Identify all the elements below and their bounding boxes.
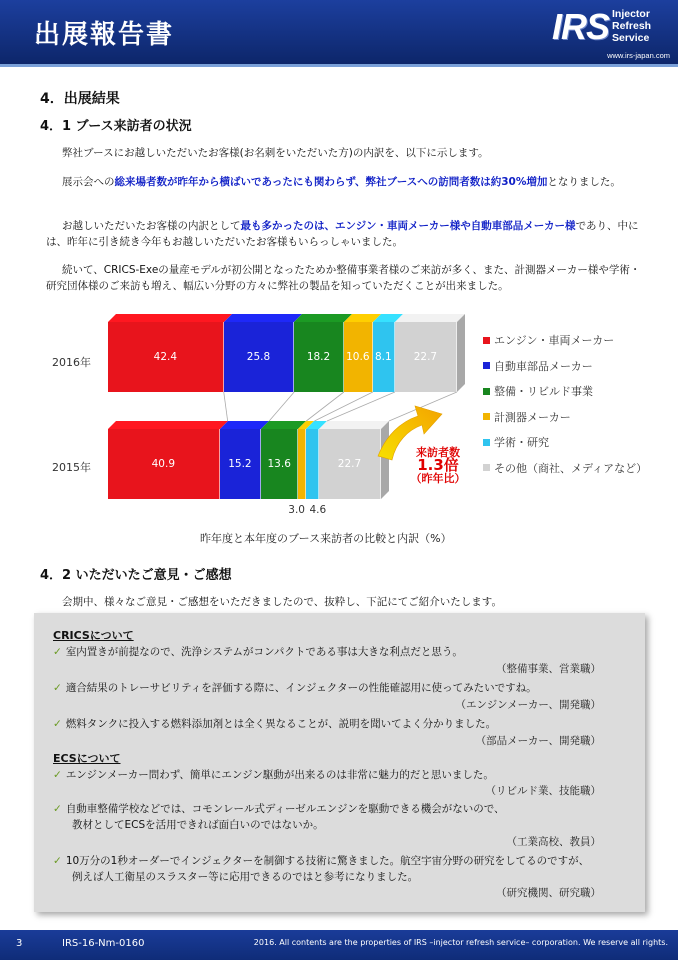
feedback-attribution: （工業高校、教員） [506, 836, 601, 848]
callout-line-1: 来訪者数 [416, 446, 460, 459]
legend-swatch [483, 464, 490, 471]
feedback-text: 10万分の1秒オーダーでインジェクターを制御する技術に驚きました。航空宇宙分野の研究をしてるのですが、 [65, 855, 590, 867]
checkmark-icon: ✓ [53, 803, 62, 815]
header-bar [0, 0, 678, 64]
bar-segment-2016-4: 8.1 [373, 322, 395, 392]
category-heading-ecs: ECSについて [53, 752, 121, 765]
feedback-attribution: （研究機関、研究職） [496, 887, 601, 899]
legend-item [483, 460, 647, 476]
paragraph-feedback-intro: 会期中、様々なご意見・ご感想をいただきましたので、抜粋し、下記にてご紹介いたします。 [62, 596, 502, 608]
paragraph-products: 続いて、CRICS-Exeの量産モデルが初公開となったためか整備事業者様のご来訪が多く、また、計測器メーカー様や学術・研究団体様のご来訪も増え、幅広い分野の方々に弊社の製品を知っていただくことが出来ました。 [46, 264, 641, 292]
feedback-text: 燃料タンクに投入する燃料添加剤とは全く異なることが、説明を聞いてよく分かりました。 [65, 718, 497, 730]
feedback-attribution: （リビルド業、技能職） [485, 785, 601, 797]
legend-label: 計測器メーカー [494, 410, 571, 424]
legend-label: その他（商社、メディアなど） [494, 461, 648, 475]
text: お越しいただいたお客様の内訳として [62, 220, 241, 232]
text: となりました。 [547, 176, 621, 188]
highlight-text: 最も多かったのは、エンジン・車両メーカー様や自動車部品メーカー様 [240, 220, 576, 232]
legend-label: 学術・研究 [494, 436, 549, 449]
bar-top-face [294, 314, 352, 322]
checkmark-icon: ✓ [53, 718, 62, 730]
bar-segment-2016-3: 10.6 [344, 322, 373, 392]
legend-label: エンジン・車両メーカー [494, 334, 615, 347]
bar-side-face [457, 314, 465, 392]
document-title: 出展報告書 [34, 20, 175, 50]
bar-top-face [395, 314, 465, 322]
logo-url: www.irs-japan.com [607, 51, 670, 60]
category-label-2016: 2016年 [52, 356, 91, 369]
bar-segment-2016-0: 42.4 [108, 322, 224, 392]
bar-segment-2016-5: 22.7 [395, 322, 457, 392]
bar-segment-2016-1: 25.8 [224, 322, 294, 392]
feedback-text: 適合結果のトレーサビリティを評価する際に、インジェクターの性能確認用に使ってみたいですね。 [65, 682, 537, 694]
category-heading-crics: CRICSについて [53, 629, 134, 642]
bar-segment-2015-2: 13.6 [261, 429, 298, 499]
feedback-attribution: （エンジンメーカー、開発職） [455, 699, 601, 711]
checkmark-icon: ✓ [53, 769, 62, 781]
bar-segment-2015-0: 40.9 [108, 429, 220, 499]
feedback-attribution: （部品メーカー、開発職） [475, 735, 601, 747]
legend-item [483, 434, 549, 450]
chart-caption: 昨年度と本年度のブース来訪者の比較と内訳（%） [200, 532, 452, 545]
feedback-item [53, 716, 633, 732]
growth-callout [408, 446, 468, 485]
feedback-text-continued: 例えば人工衛星のスラスター等に応用できるのではと参考になりました。 [72, 871, 419, 883]
document-id: IRS-16-Nm-0160 [62, 938, 145, 949]
bar-segment-2015-4 [306, 429, 319, 499]
feedback-text: 室内置きが前提なので、洗浄システムがコンパクトである事は大きな利点だと思う。 [65, 646, 463, 658]
legend-item [483, 332, 614, 348]
feedback-item [53, 644, 633, 660]
legend-swatch [483, 439, 490, 446]
footer-bar [0, 930, 678, 960]
header-divider [0, 64, 678, 67]
bar-segment-2016-2: 18.2 [294, 322, 344, 392]
legend-label: 整備・リビルド事業 [494, 385, 593, 398]
copyright-notice: 2016. All contents are the properties of IRS –injector refresh service– corporation. We reserve all rights. [253, 938, 668, 947]
bar-top-face [108, 314, 232, 322]
legend-swatch [483, 337, 490, 344]
feedback-item [53, 853, 633, 869]
paragraph-breakdown [46, 218, 642, 250]
legend-item [483, 383, 593, 399]
category-label-2015: 2015年 [52, 461, 91, 474]
callout-line-3: （昨年比） [410, 472, 466, 485]
subsection-heading-visitors: 4．1 ブース来訪者の状況 [40, 119, 192, 134]
text: 展示会への [62, 176, 115, 188]
bar-segment-2015-5: 22.7 [319, 429, 381, 499]
legend-item [483, 358, 593, 374]
bar-segment-2015-3 [298, 429, 306, 499]
feedback-attribution: （整備事業、営業職） [496, 663, 601, 675]
logo-line-2: Refresh [612, 20, 652, 32]
feedback-item [53, 767, 633, 783]
logo-line-1: Injector [612, 8, 650, 20]
feedback-item [53, 680, 633, 696]
section-heading: 4．出展結果 [40, 91, 120, 107]
paragraph-visitor-increase [46, 174, 642, 190]
checkmark-icon: ✓ [53, 682, 62, 694]
text: であり、中には、昨年に引き続き今年もお越しいただいたお客様もいらっしゃいました。 [46, 220, 639, 248]
bar-top-face [108, 421, 228, 429]
checkmark-icon: ✓ [53, 646, 62, 658]
legend-swatch [483, 362, 490, 369]
highlight-text: 総来場者数が昨年から横ばいであったにも関わらず、弊社ブースへの訪問者数は約30%増加 [114, 176, 548, 188]
data-label-academic-2015: 4.6 [309, 504, 327, 516]
feedback-text-continued: 教材としてECSを活用できれば面白いのではないか。 [72, 819, 324, 831]
logo-mark: IRS [552, 6, 610, 47]
bar-top-face [224, 314, 302, 322]
logo-line-3: Service [612, 32, 650, 44]
checkmark-icon: ✓ [53, 855, 62, 867]
feedback-item [53, 801, 633, 817]
legend-swatch [483, 388, 490, 395]
feedback-text: エンジンメーカー問わず、簡単にエンジン駆動が出来るのは非常に魅力的だと思いました。 [65, 769, 494, 781]
data-label-measuring-2015: 3.0 [288, 504, 305, 516]
page-number: 3 [16, 938, 23, 949]
legend-swatch [483, 413, 490, 420]
legend-item [483, 409, 571, 425]
subsection-heading-feedback: 4．2 いただいたご意見・ご感想 [40, 568, 232, 583]
irs-logo [552, 6, 670, 60]
feedback-text: 自動車整備学校などでは、コモンレール式ディーゼルエンジンを駆動できる機会がないので、 [65, 803, 505, 815]
bar-segment-2015-1: 15.2 [220, 429, 261, 499]
feedback-box [34, 613, 645, 912]
paragraph-intro: 弊社ブースにお越しいただいたお客様(お名刺をいただいた方)の内訳を、以下に示します。 [62, 147, 489, 159]
legend-label: 自動車部品メーカー [494, 359, 593, 373]
callout-value: 1.3倍 [417, 456, 459, 474]
